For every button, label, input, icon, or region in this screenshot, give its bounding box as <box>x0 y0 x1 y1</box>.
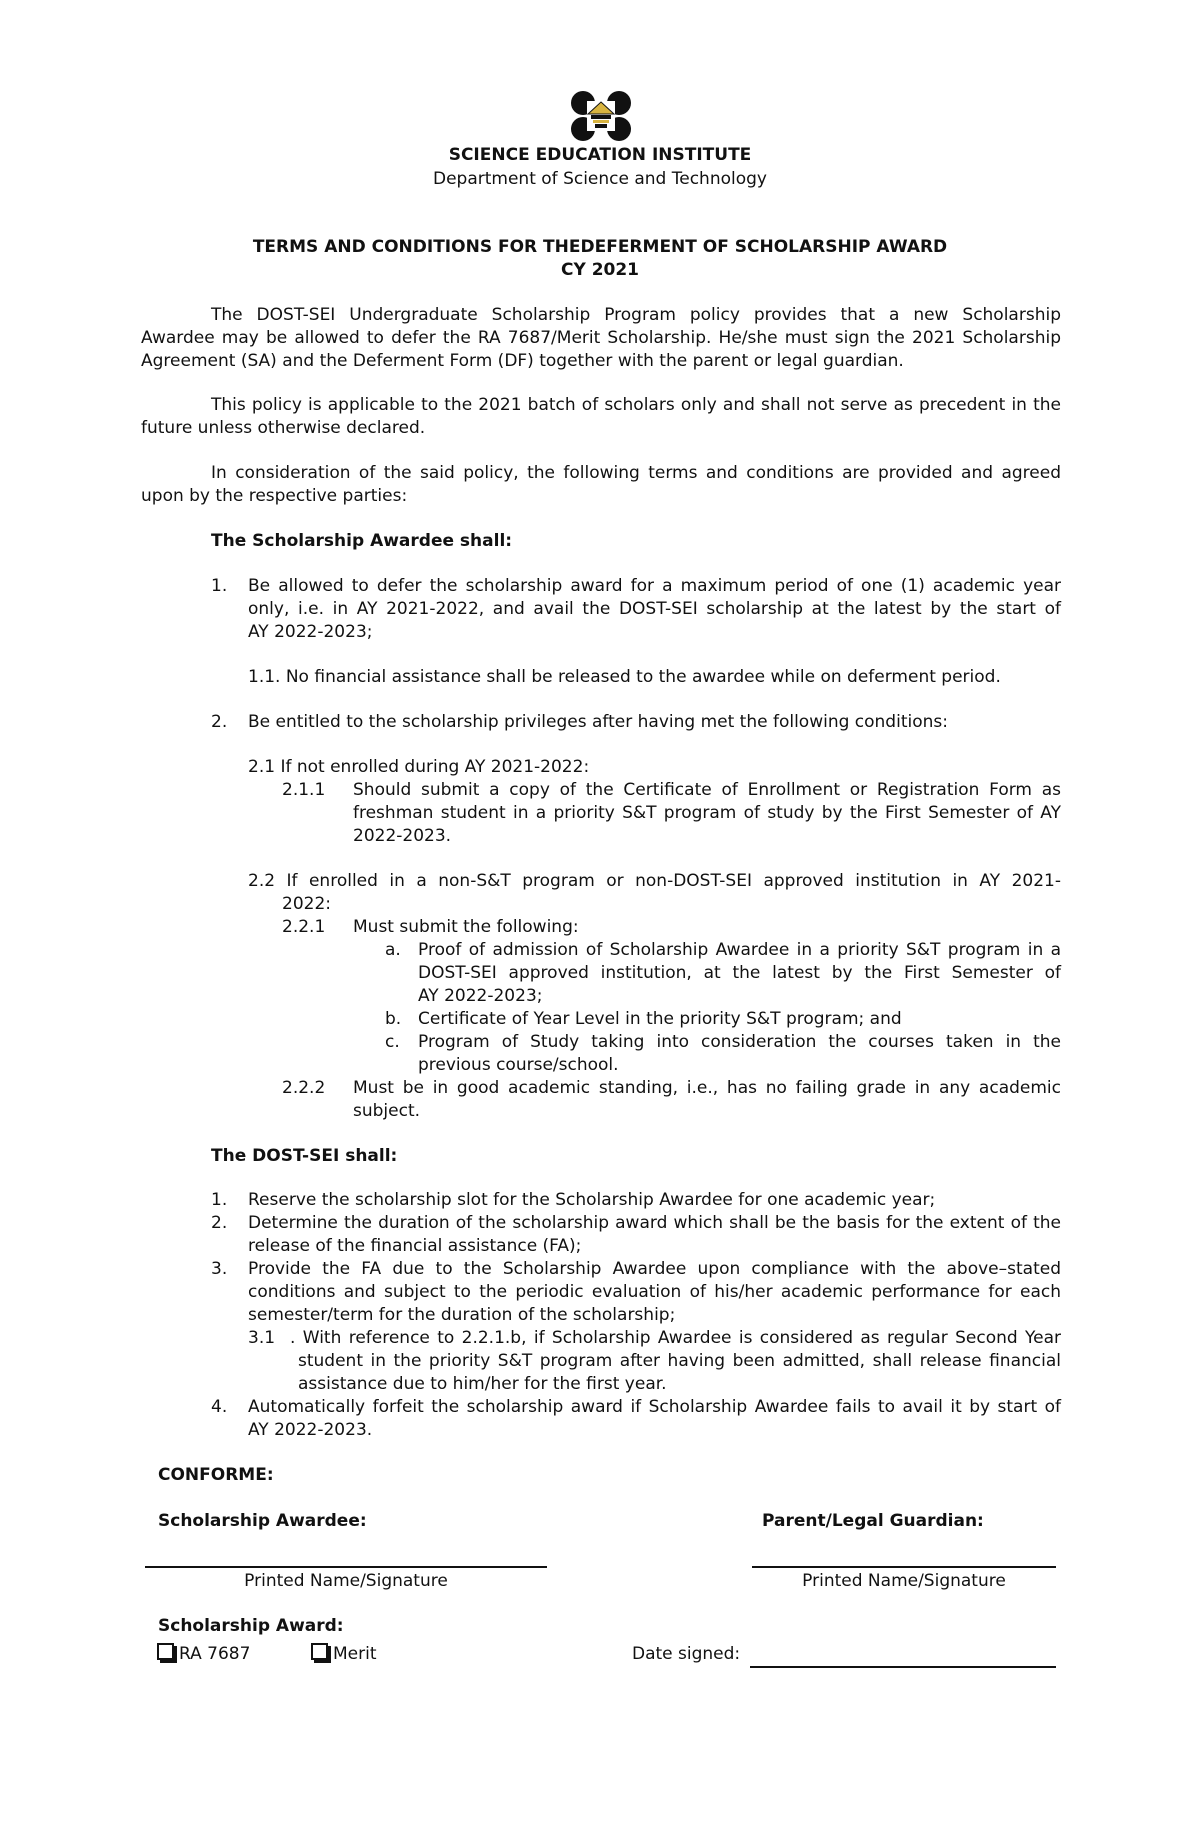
condition-2-2-line1: 2.2 If enrolled in a non-S&T program or non-DOST-SEI approved institution in AY 2021- <box>248 871 1061 891</box>
intro-p2-line1: This policy is applicable to the 2021 batch of scholars only and shall not serve as precedent in the <box>211 395 1061 415</box>
dost-item4-line2: AY 2022-2023. <box>248 1420 373 1440</box>
condition-2-1-1-line1: Should submit a copy of the Certificate of Enrollment or Registration Form as <box>353 780 1061 800</box>
dost-item2-number: 2. <box>211 1213 228 1233</box>
intro-p3-line2: upon by the respective parties: <box>141 486 408 506</box>
department-name: Department of Science and Technology <box>433 169 767 189</box>
dost-item1-line1: Reserve the scholarship slot for the Scholarship Awardee for one academic year; <box>248 1190 936 1210</box>
merit-option-label: Merit <box>333 1644 377 1664</box>
requirement-b-letter: b. <box>385 1009 402 1029</box>
awardee-item2-line1: Be entitled to the scholarship privileges after having met the following conditions: <box>248 712 948 732</box>
dost-item3-line2: conditions and subject to the periodic evaluation of his/her academic performance for each <box>248 1282 1061 1302</box>
requirement-c-line2: previous course/school. <box>418 1055 619 1075</box>
condition-2-1-1-line2: freshman student in a priority S&T program of study by the First Semester of AY <box>353 803 1061 823</box>
guardian-signature-label: Parent/Legal Guardian: <box>762 1511 984 1531</box>
dost-item4-number: 4. <box>211 1397 228 1417</box>
awardee-item1-1: 1.1. No financial assistance shall be released to the awardee while on deferment period. <box>248 667 1001 687</box>
condition-2-1: 2.1 If not enrolled during AY 2021-2022: <box>248 757 590 777</box>
dost-item3-line1: Provide the FA due to the Scholarship Awardee upon compliance with the above–stated <box>248 1259 1061 1279</box>
awardee-signature-line[interactable] <box>145 1566 547 1568</box>
awardee-section-heading: The Scholarship Awardee shall: <box>211 531 513 551</box>
requirement-b-line1: Certificate of Year Level in the priority S&T program; and <box>418 1009 902 1029</box>
date-signed-label: Date signed: <box>632 1644 741 1664</box>
scholarship-award-label: Scholarship Award: <box>158 1616 344 1636</box>
intro-p1-line2: Awardee may be allowed to defer the RA 7687/Merit Scholarship. He/she must sign the 2021 Scholarship <box>141 328 1061 348</box>
dost-item3-1-line1: . With reference to 2.2.1.b, if Scholarship Awardee is considered as regular Second Year <box>290 1328 1061 1348</box>
conforme-heading: CONFORME: <box>158 1465 274 1485</box>
dost-item3-line3: semester/term for the duration of the scholarship; <box>248 1305 676 1325</box>
date-signed-line[interactable] <box>750 1666 1056 1668</box>
intro-p1-line1: The DOST-SEI Undergraduate Scholarship Program policy provides that a new Scholarship <box>211 305 1061 325</box>
guardian-signature-line[interactable] <box>752 1566 1056 1568</box>
dost-item3-1-line3: assistance due to him/her for the first year. <box>298 1374 667 1394</box>
requirement-a-line3: AY 2022-2023; <box>418 986 543 1006</box>
ra7687-checkbox[interactable] <box>157 1643 174 1660</box>
document-title: TERMS AND CONDITIONS FOR THEDEFERMENT OF SCHOLARSHIP AWARD <box>252 237 948 257</box>
dost-item4-line1: Automatically forfeit the scholarship award if Scholarship Awardee fails to avail it by start of <box>248 1397 1061 1417</box>
guardian-printed-name-caption: Printed Name/Signature <box>802 1571 1006 1591</box>
awardee-item2-number: 2. <box>211 712 228 732</box>
intro-p1-line3: Agreement (SA) and the Deferment Form (DF) together with the parent or legal guardian. <box>141 351 904 371</box>
awardee-printed-name-caption: Printed Name/Signature <box>244 1571 448 1591</box>
requirement-a-letter: a. <box>385 940 401 960</box>
document-year: CY 2021 <box>560 260 640 280</box>
requirement-c-line1: Program of Study taking into consideration the courses taken in the <box>418 1032 1061 1052</box>
dost-item1-number: 1. <box>211 1190 228 1210</box>
dost-logo <box>570 90 632 142</box>
dost-section-heading: The DOST-SEI shall: <box>211 1146 398 1166</box>
dost-item2-line2: release of the financial assistance (FA); <box>248 1236 582 1256</box>
condition-2-2-2-line1: Must be in good academic standing, i.e., has no failing grade in any academic <box>353 1078 1061 1098</box>
condition-2-2-2-number: 2.2.2 <box>282 1078 326 1098</box>
intro-p3-line1: In consideration of the said policy, the following terms and conditions are provided and agreed <box>211 463 1061 483</box>
dost-item3-1-number: 3.1 <box>248 1328 276 1348</box>
condition-2-2-2-line2: subject. <box>353 1101 421 1121</box>
dost-item3-1-line2: student in the priority S&T program after having been admitted, shall release financial <box>298 1351 1061 1371</box>
awardee-item1-line3: AY 2022-2023; <box>248 622 373 642</box>
requirement-a-line2: DOST-SEI approved institution, at the latest by the First Semester of <box>418 963 1061 983</box>
dost-item3-number: 3. <box>211 1259 228 1279</box>
requirement-c-letter: c. <box>385 1032 400 1052</box>
institute-name: SCIENCE EDUCATION INSTITUTE <box>448 145 752 165</box>
condition-2-1-1-number: 2.1.1 <box>282 780 326 800</box>
condition-2-2-1-number: 2.2.1 <box>282 917 326 937</box>
ra7687-option-label: RA 7687 <box>179 1644 251 1664</box>
awardee-item1-line2: only, i.e. in AY 2021-2022, and avail the DOST-SEI scholarship at the latest by the start of <box>248 599 1061 619</box>
requirement-a-line1: Proof of admission of Scholarship Awardee in a priority S&T program in a <box>418 940 1061 960</box>
awardee-item1-line1: Be allowed to defer the scholarship award for a maximum period of one (1) academic year <box>248 576 1061 596</box>
intro-p2-line2: future unless otherwise declared. <box>141 418 426 438</box>
condition-2-2-line2: 2022: <box>282 894 331 914</box>
awardee-signature-label: Scholarship Awardee: <box>158 1511 367 1531</box>
condition-2-2-1: Must submit the following: <box>353 917 579 937</box>
merit-checkbox[interactable] <box>311 1643 328 1660</box>
condition-2-1-1-line3: 2022-2023. <box>353 826 452 846</box>
dost-item2-line1: Determine the duration of the scholarship award which shall be the basis for the extent of the <box>248 1213 1061 1233</box>
awardee-item1-number: 1. <box>211 576 228 596</box>
